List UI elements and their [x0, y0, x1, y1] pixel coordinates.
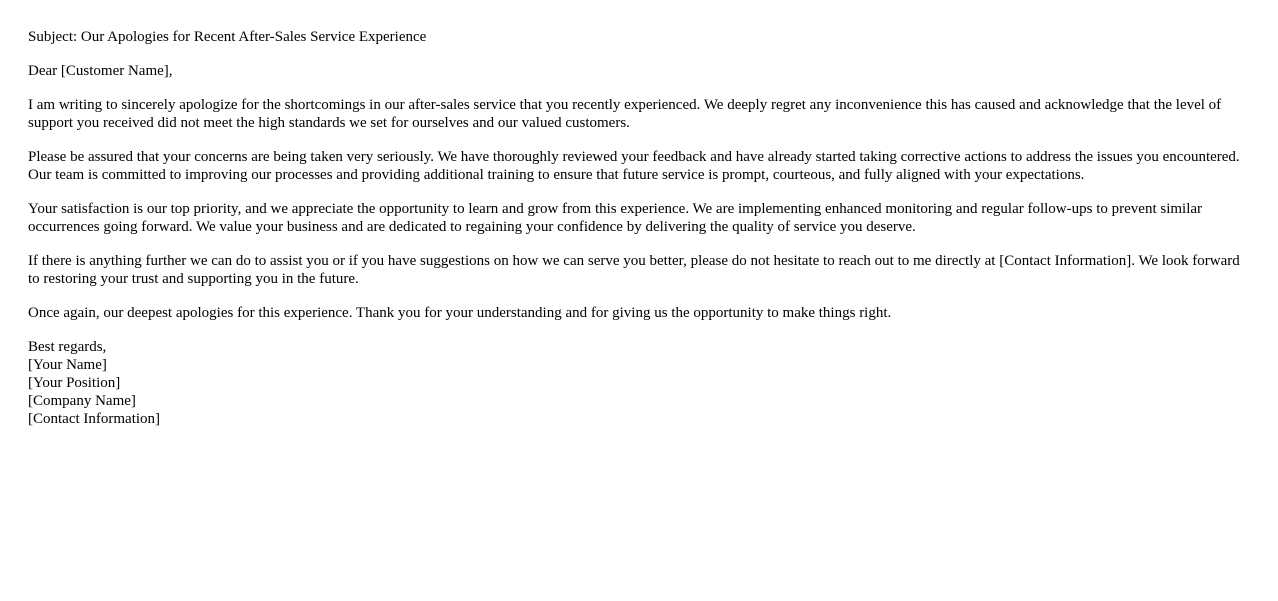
email-paragraph-3: Your satisfaction is our top priority, and we appreciate the opportunity to learn and grow from this experience. We are implementing enhanced monitoring and regular follow-ups to prevent similar occurrences going forward. We value your business and are dedicated to regaining your confidence by delivering the quality of service you deserve. [28, 201, 1203, 235]
signature-position: [Your Position] [28, 375, 121, 391]
email-paragraph-2: Please be assured that your concerns are being taken very seriously. We have thoroughly reviewed your feedback and have already started taking corrective actions to address the issues you encountered. Our team is committed to improving our processes and providing additional training to ensure that future service is prompt, courteous, and fully aligned with your expectations. [28, 149, 1240, 183]
email-paragraph-1: I am writing to sincerely apologize for the shortcomings in our after-sales service that you recently experienced. We deeply regret any inconvenience this has caused and acknowledge that the level of support you received did not meet the high standards we set for ourselves and our valued customers. [28, 97, 1222, 131]
email-signature [28, 338, 1254, 428]
email-body [28, 28, 1254, 428]
email-subject: Subject: Our Apologies for Recent After-Sales Service Experience [28, 29, 427, 45]
email-closing: Best regards, [28, 339, 107, 355]
signature-name: [Your Name] [28, 357, 107, 373]
signature-contact: [Contact Information] [28, 411, 161, 427]
signature-company: [Company Name] [28, 393, 136, 409]
email-paragraph-4: If there is anything further we can do to assist you or if you have suggestions on how we can serve you better, please do not hesitate to reach out to me directly at [Contact Information]. We look forward to restoring your trust and supporting you in the future. [28, 253, 1240, 287]
email-greeting: Dear [Customer Name], [28, 63, 173, 79]
email-paragraph-5: Once again, our deepest apologies for this experience. Thank you for your understanding and for giving us the opportunity to make things right. [28, 305, 892, 321]
